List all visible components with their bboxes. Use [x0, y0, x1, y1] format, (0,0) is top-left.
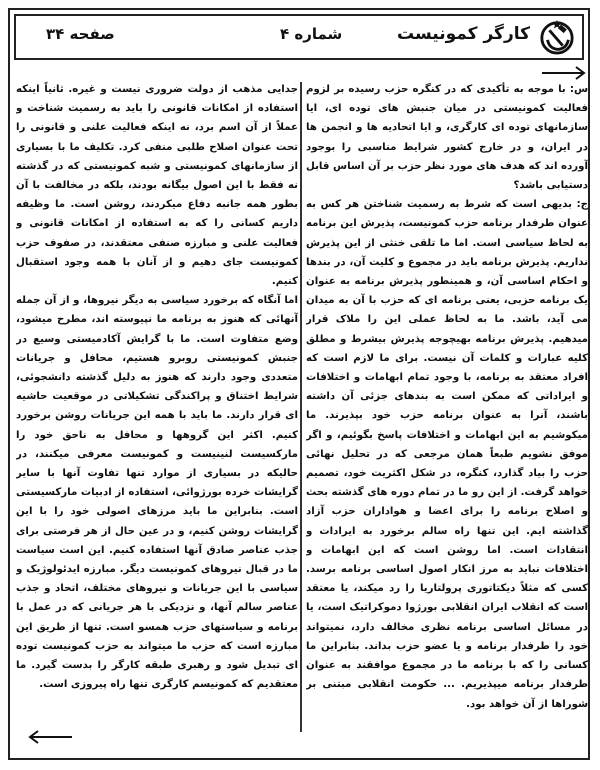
right-column	[306, 80, 588, 730]
left-paragraph-1: جدایی مذهب از دولت ضروری نیست و غیره. ثانیاً اینکه استفاده از امکانات قانونی را باید به رسمیت شناخت و عملاً از آن اسم برد، نه اینکه فعالیت علنی و قانونی را تحت عنوان اصلاح طلبی منفی کرد. تکلیف ما با بسیاری از سازمانهای کمونیستی و شبه کمونیستی که در گذشته نه فقط با این اصول بیگانه بودند، بلکه در مخالفت با آن بطور همه جانبه دفاع میکردند، روشن است. ما وظیفه داریم کسانی را که به استفاده از امکانات قانونی و فعالیت علنی و مبارزه صنفی معتقدند، در صفوف حزب کمونیست جای دهیم و از آنان با همه وجود استقبال کنیم.	[16, 84, 298, 288]
answer-marker: ج:	[576, 199, 588, 211]
continue-arrow-icon	[540, 66, 586, 80]
continue-arrow-left-icon	[28, 730, 74, 744]
publication-title: کارگر کمونیست	[397, 24, 530, 44]
page-number: صفحه ۳۴	[46, 25, 115, 43]
question-paragraph	[306, 80, 588, 195]
answer-paragraph	[306, 195, 588, 713]
hammer-sickle-star-logo-icon	[538, 19, 576, 55]
left-column	[16, 80, 298, 730]
question-text: با موجه به تأکیدی که در کنگره حزب رسیده بر لزوم فعالیت کمونیستی در میان جنبش های توده ای، ایا سازمانهای توده ای کارگری، و ایا اتحادیه ها و انجمن ها در ایران، و در خارج کشور شرایط مناسبی را بوجود آورده اند که هدف های مورد نظر حزب بر آن اساس قابل دستیابی باشد؟	[306, 84, 588, 192]
answer-text: بدیهی است که شرط به رسمیت شناختن هر کس به عنوان طرفدار برنامه حزب کمونیست، پذیرش این برنامه به لحاظ سیاسی است. اما ما تلقی خنثی از این پذیرش نداریم. پذیرش برنامه باید در مجموع و کلیت آن، در بندها و احکام اساسی آن، و همینطور پذیرش برنامه به عنوان یک برنامه حزبی، یعنی برنامه ای که حزب با آن به میدان می آید، باشد. ما به لحاظ عملی این را ملاک قرار میدهیم. پذیرش برنامه بهیچوجه پذیرش بیشرط و مطلق کلیه عبارات و کلمات آن نیست. برای ما لازم است که افراد معتقد به برنامه، با وجود تمام ابهامات و اختلافات و ایراداتی که ممکن است به بندهای جزئی آن داشته باشند، آنرا به عنوان برنامه حزب خود بپذیرند. ما میکوشیم به این ابهامات و اختلافات پاسخ بگوئیم، و اگر موفق نشویم طبعاً همان مرجعی که در تحلیل نهائی حزب را بیاد گذارد، کنگره، در شکل اکثریت خود، تصمیم خواهد گرفت. از این رو ما در تمام دوره های گذشته بحث و اصلاح برنامه را برای اعضا و هواداران حزب آزاد گذاشته ایم. این تنها راه سالم برخورد به ایرادات و انتقادات است. اما روشن است که این ابهامات و اختلافات نباید به مرز انکار اصول اساسی برنامه برسد. کسی که مثلاً دیکتاتوری پرولتاریا را رد میکند، یا معتقد است که انقلاب ایران انقلابی بورژوا دموکراتیک است، یا در مسائل اساسی برنامه نظری مخالف دارد، نمیتواند خود را طرفدار برنامه و یا عضو حزب بداند. بنابراین ما کسانی را که با برنامه ما در مجموع موافقند به عنوان طرفدار برنامه میپذیریم. ... حکومت انقلابی مبتنی بر شوراها از آن خواهد بود.	[306, 199, 588, 710]
column-divider	[300, 82, 302, 732]
page-header	[14, 14, 584, 60]
left-paragraph-2: اما آنگاه که برخورد سیاسی به دیگر نیروها، و از آن جمله آنهائی که هنوز به برنامه ما نپیوسته اند، مطرح میشود، وضع متفاوت است. ما با گرایش آکادمیستی وسیع در جنبش کمونیستی روبرو هستیم، محافل و جریانات متعددی وجود دارند که هنوز به دلیل گذشته دانشجوئی، شرایط اختناق و پراکندگی تشکیلاتی در موقعیت حاشیه ای قرار دارند. ما باید با همه این جریانات روشن برخورد کنیم. اکثر این گروهها و محافل به ناحق خود را مارکسیست لنینیست و کمونیست معرفی میکنند، در حالیکه در بسیاری از موارد تنها تفاوت آنها با سایر گرایشات خرده بورژوائی، استفاده از ادبیات مارکسیستی است. بنابراین ما باید مرزهای اصولی خود را با این گرایشات روشن کنیم، و در عین حال از هر فرصتی برای جذب عناصر صادق آنها استفاده کنیم. این است سیاست ما در قبال نیروهای کمونیست دیگر. مبارزه ایدئولوژیک و سیاسی با این جریانات و نیروهای مختلف، اتحاد و جذب عناصر سالم آنها، و نزدیکی با هر جریانی که در عمل با برنامه و سیاستهای حزب همسو است. تنها از طریق این مبارزه است که حزب ما میتواند به حزب کمونیست توده ای تبدیل شود و رهبری طبقه کارگر را بدست گیرد. ما معتقدیم که کمونیسم کارگری تنها راه پیروزی است.	[16, 295, 298, 691]
question-marker: س:	[569, 84, 588, 95]
issue-number: شماره ۴	[280, 25, 343, 43]
